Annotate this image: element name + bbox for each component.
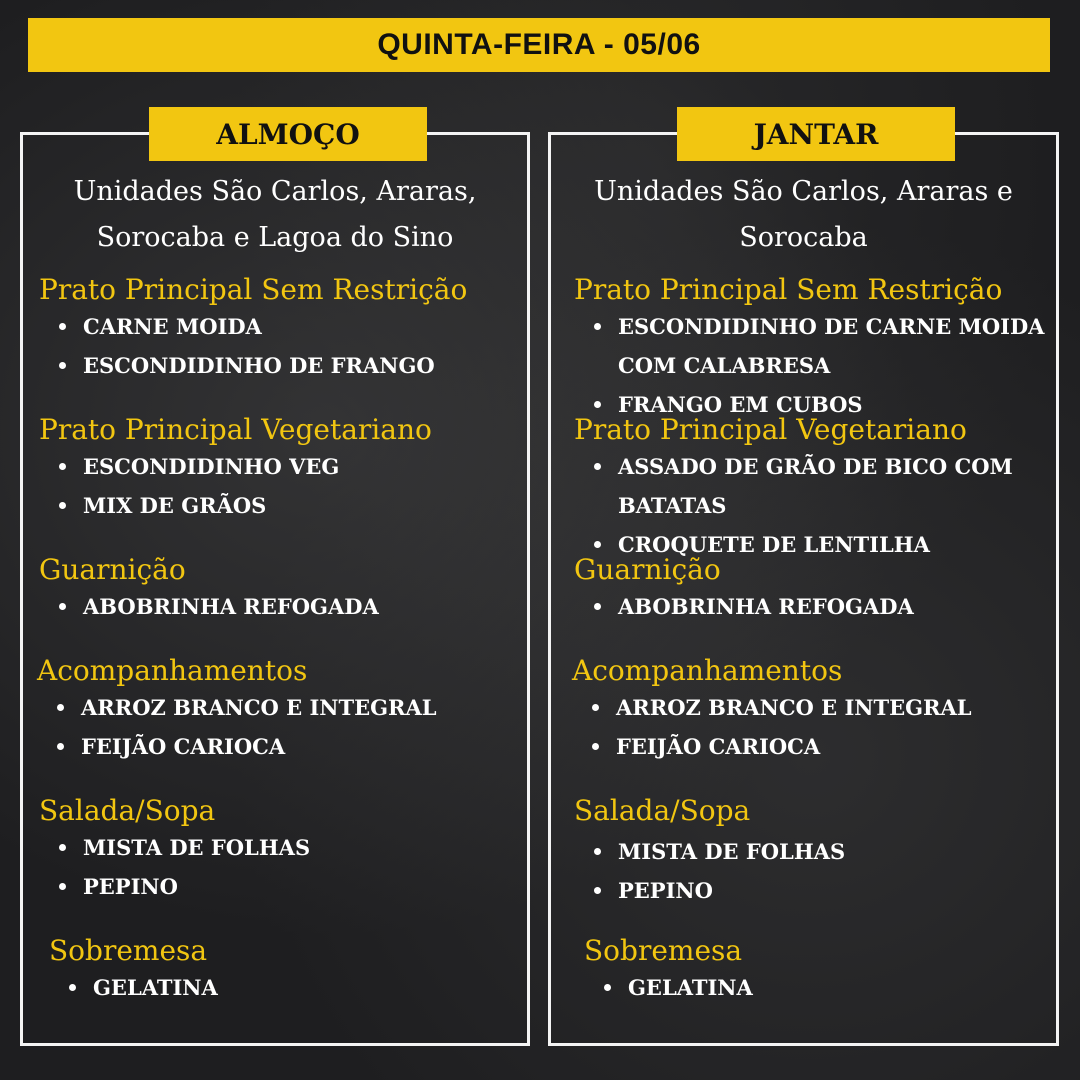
dinner-salad-section [574,794,845,910]
menu-item: ABOBRINHA REFOGADA [39,587,379,626]
lunch-accompaniments-section [37,654,437,766]
section-title: Guarnição [39,553,186,586]
menu-item: ESCONDIDINHO DE FRANGO [39,346,467,385]
section-title: Salada/Sopa [574,794,751,827]
section-title: Prato Principal Vegetariano [574,413,967,446]
lunch-units: Unidades São Carlos, Araras, Sorocaba e Lagoa do Sino [73,176,477,253]
menu-item: CROQUETE DE LENTILHA [574,525,1013,564]
menu-item: FEIJÃO CARIOCA [37,727,437,766]
section-title: Sobremesa [584,934,743,967]
lunch-vegetarian-section [39,413,432,525]
lunch-side-dish-section [39,553,379,626]
menu-item: PEPINO [39,867,310,906]
section-title: Guarnição [574,553,721,586]
dinner-dessert-section [584,934,753,1007]
section-title: Acompanhamentos [572,654,843,687]
lunch-salad-section [39,794,310,906]
menu-item-continuation: COM CALABRESA [618,353,831,378]
menu-item: ARROZ BRANCO E INTEGRAL [572,688,972,727]
menu-item: ESCONDIDINHO DE CARNE MOIDA [574,307,1044,346]
day-title: QUINTA-FEIRA - 05/06 [28,18,1050,72]
lunch-main-dish-section [39,273,467,385]
section-title: Prato Principal Sem Restrição [574,273,1003,306]
menu-item: ARROZ BRANCO E INTEGRAL [37,688,437,727]
lunch-panel [20,117,530,1046]
menu-item: FEIJÃO CARIOCA [572,727,972,766]
menu-item: CARNE MOIDA [39,307,467,346]
section-title: Salada/Sopa [39,794,216,827]
menu-item: MIX DE GRÃOS [39,486,432,525]
menu-item: ASSADO DE GRÃO DE BICO COM [574,447,1013,486]
dinner-panel [548,117,1059,1046]
dinner-vegetarian-section [574,413,1013,564]
dinner-main-dish-section [574,273,1044,424]
section-title: Sobremesa [49,934,208,967]
menu-item: GELATINA [584,968,753,1007]
dinner-tab-label: JANTAR [677,107,955,161]
menu-item: FRANGO EM CUBOS [574,385,1044,424]
dinner-accompaniments-section [572,654,972,766]
lunch-tab-label: ALMOÇO [149,107,427,161]
menu-item: ESCONDIDINHO VEG [39,447,432,486]
menu-item-continuation: BATATAS [618,493,727,518]
menu-item: MISTA DE FOLHAS [39,828,310,867]
section-title: Acompanhamentos [37,654,308,687]
menu-item: GELATINA [49,968,218,1007]
section-title: Prato Principal Vegetariano [39,413,432,446]
section-title: Prato Principal Sem Restrição [39,273,468,306]
menu-item: ABOBRINHA REFOGADA [574,587,914,626]
menu-item: PEPINO [574,871,845,910]
dinner-side-dish-section [574,553,914,626]
dinner-units: Unidades São Carlos, Araras e Sorocaba [594,176,1013,253]
lunch-dessert-section [49,934,218,1007]
menu-item: MISTA DE FOLHAS [574,832,845,871]
